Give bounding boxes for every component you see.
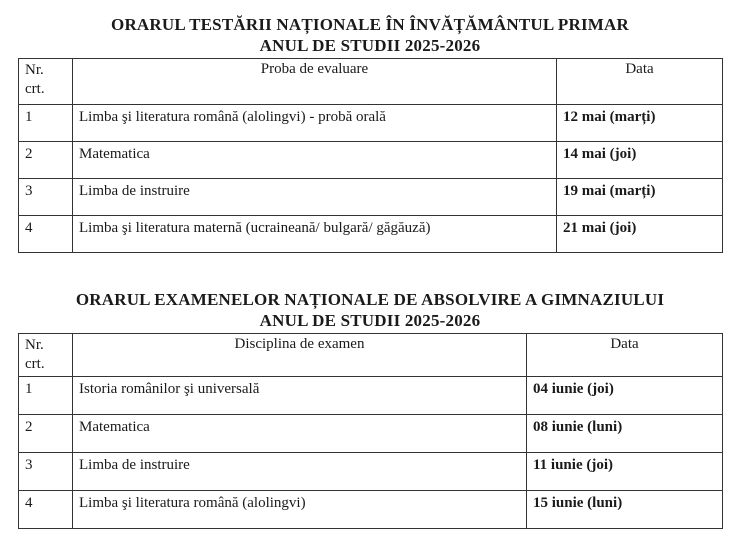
- gymnasium-subtitle: ANUL DE STUDII 2025-2026: [259, 311, 481, 330]
- header-nr: Nr. crt.: [19, 334, 73, 377]
- header-date: Data: [527, 334, 723, 377]
- table-row: [19, 491, 723, 529]
- table-row: [19, 415, 723, 453]
- table-row: [19, 105, 723, 142]
- table-row: [19, 377, 723, 415]
- row-date: 08 iunie (luni): [527, 415, 723, 453]
- header-subject: Disciplina de examen: [73, 334, 527, 377]
- row-subject: Limba şi literatura maternă (ucraineană/ bulgară/ găgăuză): [73, 216, 557, 253]
- table-row: [19, 453, 723, 491]
- primary-title: ORARUL TESTĂRII NAȚIONALE ÎN ÎNVĂȚĂMÂNTUL PRIMAR: [111, 15, 629, 34]
- row-nr: 2: [19, 415, 73, 453]
- row-nr: 2: [19, 142, 73, 179]
- row-subject: Limba şi literatura română (alolingvi): [73, 491, 527, 529]
- gymnasium-schedule-table: [18, 333, 723, 529]
- primary-subtitle: ANUL DE STUDII 2025-2026: [259, 36, 481, 55]
- table-row: [19, 142, 723, 179]
- row-date: 12 mai (marți): [557, 105, 723, 142]
- header-nr: Nr. crt.: [19, 59, 73, 105]
- primary-schedule-table: [18, 58, 723, 253]
- row-nr: 3: [19, 179, 73, 216]
- table-header-row: [19, 334, 723, 377]
- gymnasium-title: ORARUL EXAMENELOR NAȚIONALE DE ABSOLVIRE A GIMNAZIULUI: [75, 290, 665, 309]
- table-header-row: [19, 59, 723, 105]
- row-subject: Matematica: [73, 142, 557, 179]
- row-date: 21 mai (joi): [557, 216, 723, 253]
- row-nr: 1: [19, 105, 73, 142]
- row-date: 04 iunie (joi): [527, 377, 723, 415]
- row-subject: Limba de instruire: [73, 179, 557, 216]
- row-subject: Limba de instruire: [73, 453, 527, 491]
- row-subject: Istoria românilor şi universală: [73, 377, 527, 415]
- row-subject: Limba şi literatura română (alolingvi) - probă orală: [73, 105, 557, 142]
- row-nr: 1: [19, 377, 73, 415]
- row-nr: 3: [19, 453, 73, 491]
- row-nr: 4: [19, 491, 73, 529]
- header-date: Data: [557, 59, 723, 105]
- row-date: 11 iunie (joi): [527, 453, 723, 491]
- header-subject: Proba de evaluare: [73, 59, 557, 105]
- row-date: 15 iunie (luni): [527, 491, 723, 529]
- table-row: [19, 216, 723, 253]
- row-date: 14 mai (joi): [557, 142, 723, 179]
- row-subject: Matematica: [73, 415, 527, 453]
- row-date: 19 mai (marți): [557, 179, 723, 216]
- row-nr: 4: [19, 216, 73, 253]
- table-row: [19, 179, 723, 216]
